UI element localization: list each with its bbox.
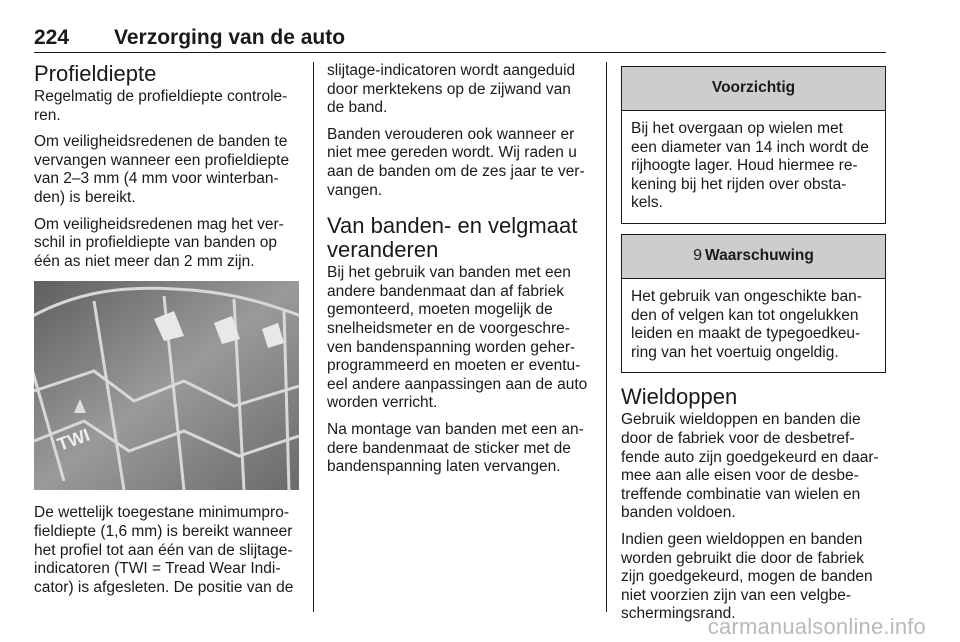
column-middle: [327, 62, 592, 485]
column-divider: [606, 62, 607, 612]
paragraph: slijtage-indicatoren wordt aangeduid door merktekens op de zijwand van de band.: [327, 62, 576, 117]
section-heading-profieldiepte: Profieldiepte: [34, 61, 157, 86]
warning-body: Het gebruik van ongeschikte ban- den of velgen kan tot ongelukken leiden en maakt de typegoedkeu- ring van het voertuig ongeldig.: [631, 287, 862, 361]
tire-tread-illustration: [34, 281, 299, 490]
caution-body: Bij het overgaan op wielen met een diameter van 14 inch wordt de rijhoogte lager. Houd hiermee re- kening bij het rijden over obsta- kels.: [631, 120, 869, 212]
paragraph: Na montage van banden met een an- dere bandenmaat de sticker met de bandenspanning laten vervangen.: [327, 420, 584, 476]
column-right: [621, 66, 887, 632]
warning-box: [621, 234, 886, 373]
watermark: carmanualsonline.info: [707, 614, 926, 639]
paragraph: Bij het gebruik van banden met een andere bandenmaat dan af fabriek gemonteerd, moeten mogelijk de snelheidsmeter en de voorgeschre- ven bandenspanning worden geher- programmeerd en moeten er eventu- eel andere aanpassingen aan de auto worden verricht.: [327, 264, 588, 412]
chapter-title: Verzorging van de auto: [114, 26, 346, 49]
warning-title: 9 Waarschuwing: [622, 235, 885, 279]
column-divider: [313, 62, 314, 612]
section-heading-bandenmaat: Van banden- en velgmaat veranderen: [327, 213, 578, 263]
caution-box: [621, 66, 886, 224]
paragraph: Gebruik wieldoppen en banden die door de fabriek voor de desbetref- fende auto zijn goedgekeurd en daar- mee aan alle eisen voor de desbe- treffende combinatie van wielen en banden voldoen.: [621, 411, 879, 522]
paragraph: Banden verouderen ook wanneer er niet mee gereden wordt. Wij raden u aan de banden om de zes jaar te ver- vangen.: [327, 125, 585, 199]
paragraph: Regelmatig de profieldiepte controle- ren.: [34, 88, 288, 124]
caution-title: Voorzichtig: [622, 67, 885, 111]
twi-label: TWI: [54, 425, 93, 456]
warning-triangle-icon: 9: [693, 247, 703, 265]
page-header: [34, 26, 886, 52]
paragraph: Om veiligheidsredenen mag het ver- schil in profieldiepte van banden op één as niet meer dan 2 mm zijn.: [34, 215, 284, 270]
page-number: 224: [34, 26, 70, 49]
paragraph: De wettelijk toegestane minimumpro- fieldiepte (1,6 mm) is bereikt wanneer het profiel tot aan één van de slijtage- indicatoren (TWI = Tread Wear Indi- cator) is afgesleten. De positie van de: [34, 504, 294, 596]
column-left: [34, 62, 299, 605]
header-rule: [34, 52, 886, 53]
section-heading-wieldoppen: Wieldoppen: [621, 384, 738, 410]
paragraph: Om veiligheidsredenen de banden te vervangen wanneer een profieldiepte van 2–3 mm (4 mm voor winterban- den) is bereikt.: [34, 133, 290, 206]
paragraph: Indien geen wieldoppen en banden worden gebruikt die door de fabriek zijn goedgekeurd, mogen de banden niet voorzien zijn van een velgbe- schermingsrand.: [621, 530, 873, 623]
